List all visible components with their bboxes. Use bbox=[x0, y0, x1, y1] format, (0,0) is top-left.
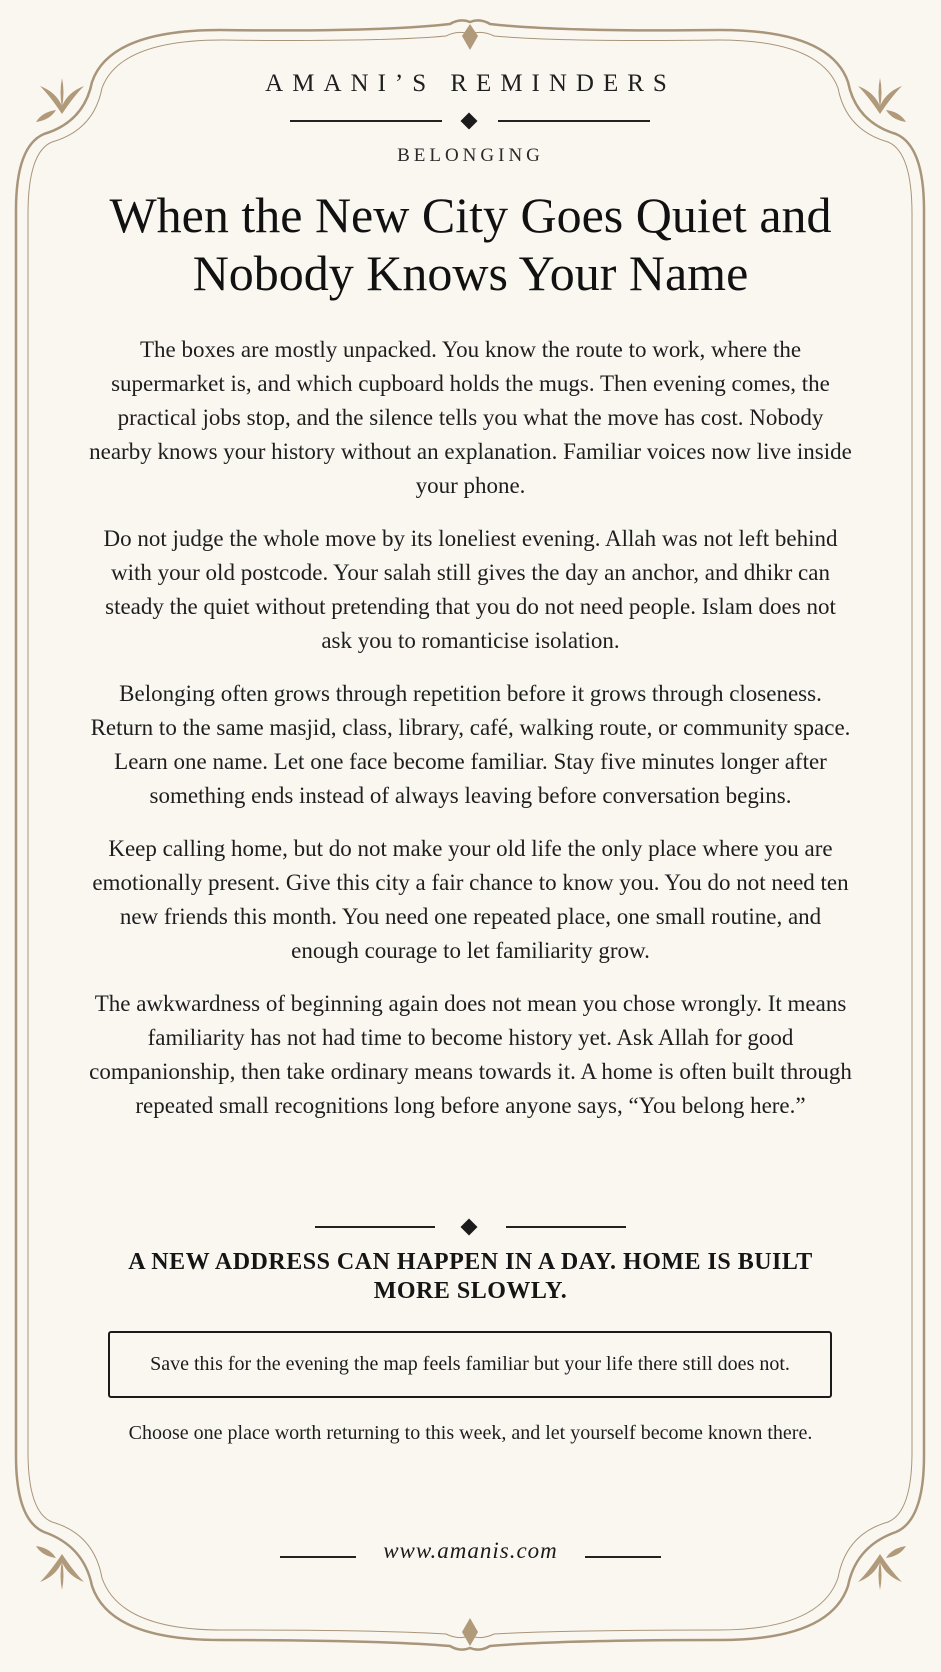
brand-name: AMANI’S REMINDERS bbox=[265, 70, 676, 97]
save-note-text: Save this for the evening the map feels familiar but your life there still does not. bbox=[150, 1353, 790, 1375]
category-label: BELONGING bbox=[397, 145, 544, 166]
body-paragraph: Do not judge the whole move by its loneliest evening. Allah was not left behind with your old postcode. Your salah still gives the day an anchor, and dhikr can steady the quiet without pretending that you do not need people. Islam does not ask you to romanticise isolation. bbox=[103, 526, 838, 653]
website-link[interactable]: www.amanis.com bbox=[383, 1538, 558, 1563]
tagline: A NEW ADDRESS CAN HAPPEN IN A DAY. HOME IS BUILT MORE SLOWLY. bbox=[128, 1249, 813, 1304]
section-divider-left bbox=[315, 1226, 435, 1228]
article-title: When the New City Goes Quiet and Nobody Knows Your Name bbox=[109, 187, 832, 301]
body-paragraph: The boxes are mostly unpacked. You know the route to work, where the supermarket is, and which cupboard holds the mugs. Then evening comes, the practical jobs stop, and the silence tells you what the move has cost. Nobody nearby knows your history without an explanation. Familiar voices now live inside your phone. bbox=[89, 337, 852, 498]
body-paragraph: Belonging often grows through repetition before it grows through closeness. Return to the same masjid, class, library, café, walking route, or community space. Learn one name. Let one face become familiar. Stay five minutes longer after something ends instead of always leaving before conversation begins. bbox=[90, 681, 851, 808]
save-note-box bbox=[108, 1331, 832, 1398]
closing-line: Choose one place worth returning to this week, and let yourself become known there. bbox=[128, 1422, 813, 1444]
body-paragraph: The awkwardness of beginning again does not mean you chose wrongly. It means familiarity has not had time to become history yet. Ask Allah for good companionship, then take ordinary means towards it. A home is often built through repeated small recognitions long before anyone says, “You belong here.” bbox=[89, 991, 852, 1118]
header-divider-left bbox=[290, 120, 442, 122]
body-paragraph: Keep calling home, but do not make your old life the only place where you are emotionally present. Give this city a fair chance to know you. You do not need ten new friends this month. You need one repeated place, one small routine, and enough courage to let familiarity grow. bbox=[92, 836, 849, 963]
top-ornament bbox=[462, 24, 478, 50]
footer-divider-right bbox=[585, 1556, 661, 1558]
section-divider-right bbox=[506, 1226, 626, 1228]
bottom-ornament bbox=[462, 1618, 478, 1646]
header-divider-right bbox=[498, 120, 650, 122]
article-body bbox=[88, 333, 853, 1142]
